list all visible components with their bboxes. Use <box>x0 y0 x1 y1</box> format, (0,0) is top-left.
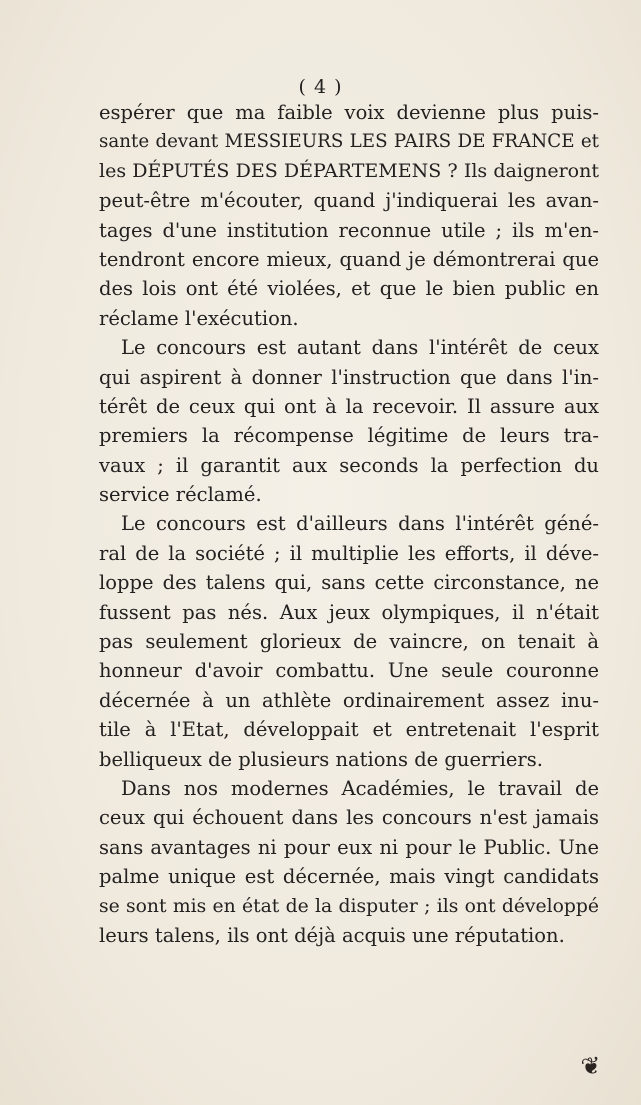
text-line: se sont mis en état de la disputer ; ils ont développé <box>99 895 599 917</box>
text-line: Le concours est autant dans l'intérêt de ceux <box>121 336 599 360</box>
text-line: des lois ont été violées, et que le bien public en <box>99 277 599 301</box>
text-line: leurs talens, ils ont déjà acquis une réputation. <box>99 923 565 947</box>
text-line: Dans nos modernes Académies, le travail de <box>121 776 599 800</box>
text-line: térêt de ceux qui ont à la recevoir. Il assure aux <box>99 394 599 418</box>
ornament-icon: ❦ <box>579 1050 605 1082</box>
text-line: réclame l'exécution. <box>99 306 299 330</box>
text-line: qui aspirent à donner l'instruction que dans l'in- <box>99 365 599 389</box>
text-line: premiers la récompense légitime de leurs tra- <box>99 424 599 448</box>
text-line: pas seulement glorieux de vaincre, on tenait à <box>99 630 599 654</box>
text-line: fussent pas nés. Aux jeux olympiques, il n'était <box>99 600 599 624</box>
text-line: palme unique est décernée, mais vingt candidats <box>99 865 599 889</box>
text-line: sante devant MESSIEURS LES PAIRS DE FRANCE et <box>99 131 599 153</box>
text-line: loppe des talens qui, sans cette circonstance, ne <box>99 571 599 595</box>
paragraph-3 <box>99 509 599 774</box>
text-line: vaux ; il garantit aux seconds la perfection du <box>99 453 599 477</box>
text-line: Le concours est d'ailleurs dans l'intérêt géné- <box>121 512 599 536</box>
page-number: ( 4 ) <box>298 76 343 98</box>
text-line: espérer que ma faible voix devienne plus puis- <box>99 101 599 124</box>
paragraph-1 <box>99 98 599 333</box>
text-line: tages d'une institution reconnue utile ; ils m'en- <box>99 218 599 242</box>
text-line: ceux qui échouent dans les concours n'est jamais <box>99 806 599 830</box>
paragraph-2 <box>99 333 599 509</box>
body-text <box>99 98 599 950</box>
text-line: service réclamé. <box>99 483 262 507</box>
paragraph-4 <box>99 774 599 950</box>
text-line: belliqueux de plusieurs nations de guerriers. <box>99 747 543 771</box>
text-line: décernée à un athlète ordinairement assez inu- <box>99 688 599 712</box>
text-line: les DÉPUTÉS DES DÉPARTEMENS ? Ils daigneront <box>99 159 599 182</box>
text-line: tile à l'Etat, développait et entretenait l'esprit <box>99 718 599 742</box>
text-line: sans avantages ni pour eux ni pour le Public. Une <box>99 835 599 859</box>
text-line: tendront encore mieux, quand je démontrerai que <box>99 247 599 271</box>
text-line: ral de la société ; il multiplie les efforts, il déve- <box>99 541 599 565</box>
text-line: honneur d'avoir combattu. Une seule couronne <box>99 659 599 683</box>
text-line: peut-être m'écouter, quand j'indiquerai les avan- <box>99 189 599 213</box>
